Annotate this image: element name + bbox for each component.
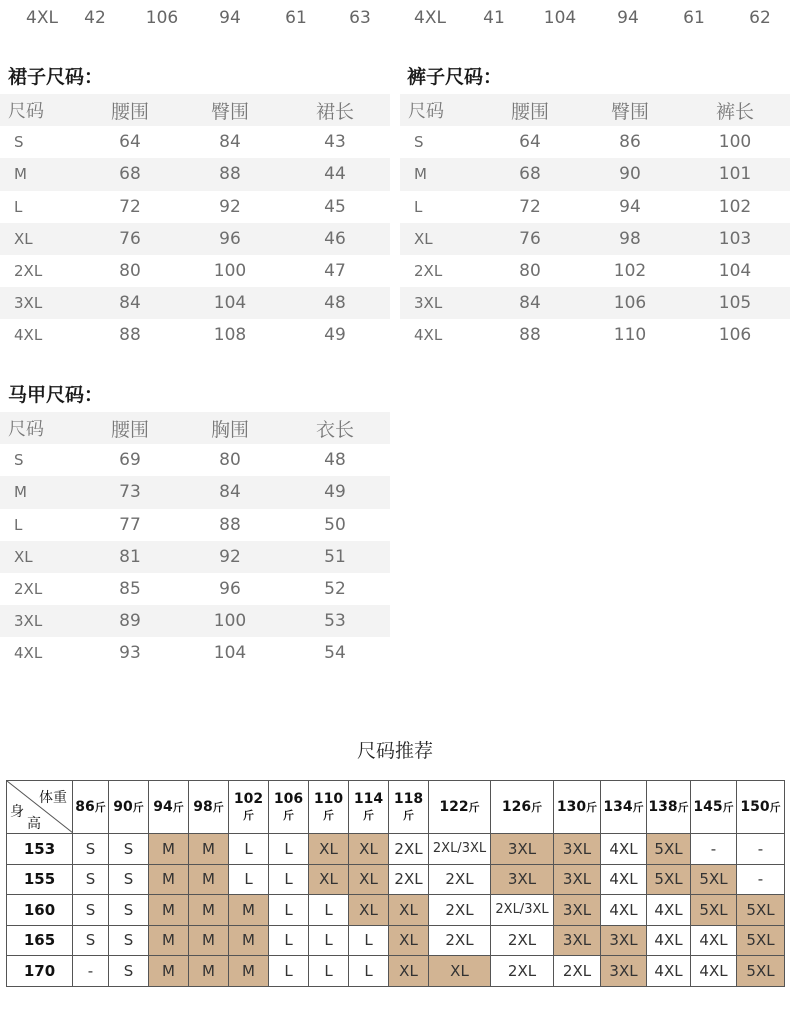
column-header: 裙长 xyxy=(280,94,390,126)
table-cell: XL xyxy=(0,541,80,573)
corner-height-label-2: 高 xyxy=(27,816,41,832)
size-cell: M xyxy=(149,895,189,926)
table-row xyxy=(0,541,390,573)
weight-unit: 斤 xyxy=(403,809,414,822)
weight-header xyxy=(647,781,691,834)
size-cell: S xyxy=(73,925,109,956)
weight-header xyxy=(149,781,189,834)
top-fragment-cell: 61 xyxy=(285,8,307,28)
size-cell: 2XL xyxy=(389,864,429,895)
weight-unit: 斤 xyxy=(172,801,184,814)
table-cell: 108 xyxy=(180,319,280,351)
table-cell: 102 xyxy=(580,255,680,287)
size-cell: M xyxy=(149,864,189,895)
size-cell: 2XL xyxy=(491,925,554,956)
pants-title: 裤子尺码： xyxy=(407,66,503,88)
weight-unit: 斤 xyxy=(132,801,144,814)
table-row xyxy=(0,126,390,158)
table-cell: 2XL xyxy=(0,573,80,605)
size-cell: M xyxy=(149,834,189,865)
table-row xyxy=(400,287,790,319)
size-cell: S xyxy=(109,956,149,987)
table-cell: 52 xyxy=(280,573,390,605)
table-cell: 3XL xyxy=(400,287,480,319)
size-cell: 5XL xyxy=(647,834,691,865)
size-cell: 3XL xyxy=(554,895,601,926)
column-header: 臀围 xyxy=(180,94,280,126)
weight-header xyxy=(269,781,309,834)
weight-value: 118 xyxy=(393,791,424,807)
size-cell: 4XL xyxy=(647,925,691,956)
height-value: 165 xyxy=(7,925,73,956)
size-cell: 3XL xyxy=(491,834,554,865)
weight-header xyxy=(229,781,269,834)
size-cell: S xyxy=(109,864,149,895)
table-cell: 49 xyxy=(280,476,390,508)
table-row xyxy=(0,158,390,190)
size-cell: 5XL xyxy=(737,956,785,987)
size-cell: 3XL xyxy=(491,864,554,895)
table-header-row xyxy=(0,412,390,444)
size-cell: L xyxy=(309,895,349,926)
column-header: 尺码 xyxy=(400,94,480,126)
weight-header xyxy=(189,781,229,834)
table-cell: 85 xyxy=(80,573,180,605)
table-cell: 81 xyxy=(80,541,180,573)
top-fragment-right xyxy=(400,2,790,34)
top-fragment-cell: 41 xyxy=(483,8,505,28)
weight-header xyxy=(349,781,389,834)
size-cell: L xyxy=(309,925,349,956)
size-cell: L xyxy=(269,925,309,956)
size-cell: XL xyxy=(349,864,389,895)
size-cell: L xyxy=(229,834,269,865)
weight-unit: 斤 xyxy=(677,801,689,814)
table-cell: 90 xyxy=(580,158,680,190)
weight-unit: 斤 xyxy=(212,801,224,814)
size-cell: XL xyxy=(389,956,429,987)
weight-value: 114 xyxy=(353,791,384,807)
table-cell: 68 xyxy=(480,158,580,190)
weight-value: 94 xyxy=(153,799,173,815)
table-cell: 104 xyxy=(180,287,280,319)
corner-weight-label: 体重 xyxy=(39,790,67,806)
table-cell: 93 xyxy=(80,637,180,669)
size-cell: M xyxy=(189,864,229,895)
size-cell: XL xyxy=(349,834,389,865)
size-recommend-table xyxy=(6,780,785,987)
table-cell: 45 xyxy=(280,191,390,223)
table-cell: 76 xyxy=(80,223,180,255)
table-cell: 80 xyxy=(80,255,180,287)
weight-unit: 斤 xyxy=(468,801,480,814)
size-cell: - xyxy=(73,956,109,987)
table-cell: 43 xyxy=(280,126,390,158)
table-cell: 54 xyxy=(280,637,390,669)
table-cell: 48 xyxy=(280,287,390,319)
table-cell: 64 xyxy=(480,126,580,158)
weight-unit: 斤 xyxy=(722,801,734,814)
height-row xyxy=(7,895,785,926)
size-cell: - xyxy=(737,834,785,865)
top-fragment-cell: 94 xyxy=(617,8,639,28)
size-cell: 2XL/3XL xyxy=(491,895,554,926)
table-row xyxy=(0,255,390,287)
size-cell: 4XL xyxy=(691,956,737,987)
table-row xyxy=(400,255,790,287)
size-cell: S xyxy=(109,895,149,926)
table-cell: L xyxy=(0,191,80,223)
size-cell: L xyxy=(269,834,309,865)
table-cell: 76 xyxy=(480,223,580,255)
table-cell: 80 xyxy=(180,444,280,476)
size-cell: M xyxy=(229,925,269,956)
weight-value: 130 xyxy=(556,799,587,815)
table-cell: 84 xyxy=(80,287,180,319)
height-row xyxy=(7,956,785,987)
table-row xyxy=(400,223,790,255)
size-cell: XL xyxy=(309,864,349,895)
size-cell: 4XL xyxy=(601,864,647,895)
table-cell: 64 xyxy=(80,126,180,158)
table-cell: 2XL xyxy=(400,255,480,287)
table-row xyxy=(0,637,390,669)
weight-value: 138 xyxy=(648,799,678,815)
table-cell: XL xyxy=(0,223,80,255)
top-fragment-cell: 94 xyxy=(219,8,241,28)
size-cell: 2XL/3XL xyxy=(429,834,491,865)
table-cell: 4XL xyxy=(0,319,80,351)
table-cell: 2XL xyxy=(0,255,80,287)
table-row xyxy=(0,573,390,605)
table-cell: 104 xyxy=(180,637,280,669)
column-header: 衣长 xyxy=(280,412,390,444)
table-cell: 106 xyxy=(580,287,680,319)
table-cell: 88 xyxy=(80,319,180,351)
table-cell: 102 xyxy=(680,191,790,223)
top-fragment-cell: 106 xyxy=(145,8,179,28)
corner-cell xyxy=(7,781,73,834)
size-cell: - xyxy=(737,864,785,895)
recommend-title: 尺码推荐 xyxy=(356,740,433,762)
table-cell: S xyxy=(0,444,80,476)
weight-header xyxy=(389,781,429,834)
weight-value: 102 xyxy=(233,791,264,807)
weight-unit: 斤 xyxy=(531,801,543,814)
top-fragment-cell: 4XL xyxy=(414,8,446,28)
size-cell: M xyxy=(149,925,189,956)
height-row xyxy=(7,925,785,956)
size-cell: M xyxy=(229,956,269,987)
size-cell: L xyxy=(269,895,309,926)
table-cell: 103 xyxy=(680,223,790,255)
size-cell: 2XL xyxy=(429,895,491,926)
weight-header-row xyxy=(7,781,785,834)
weight-header xyxy=(601,781,647,834)
weight-value: 90 xyxy=(113,799,133,815)
weight-value: 86 xyxy=(75,799,95,815)
table-cell: 51 xyxy=(280,541,390,573)
weight-value: 106 xyxy=(273,791,304,807)
column-header: 胸围 xyxy=(180,412,280,444)
table-cell: M xyxy=(0,158,80,190)
table-cell: 96 xyxy=(180,573,280,605)
size-cell: 5XL xyxy=(691,895,737,926)
table-header-row xyxy=(400,94,790,126)
table-cell: 72 xyxy=(80,191,180,223)
corner-height-label-1: 身 xyxy=(10,804,24,820)
table-cell: 69 xyxy=(80,444,180,476)
table-cell: 4XL xyxy=(400,319,480,351)
size-cell: XL xyxy=(389,925,429,956)
table-row xyxy=(0,476,390,508)
size-cell: 5XL xyxy=(737,895,785,926)
weight-value: 150 xyxy=(740,799,770,815)
table-cell: 88 xyxy=(180,158,280,190)
size-cell: L xyxy=(349,925,389,956)
table-cell: 77 xyxy=(80,509,180,541)
weight-value: 110 xyxy=(313,791,344,807)
size-cell: 2XL xyxy=(554,956,601,987)
table-cell: 104 xyxy=(680,255,790,287)
table-row xyxy=(0,319,390,351)
size-cell: 2XL xyxy=(429,864,491,895)
table-cell: 106 xyxy=(680,319,790,351)
column-header: 裤长 xyxy=(680,94,790,126)
table-row xyxy=(0,287,390,319)
weight-unit: 斤 xyxy=(283,809,294,822)
table-cell: 84 xyxy=(480,287,580,319)
table-cell: 53 xyxy=(280,605,390,637)
size-cell: 4XL xyxy=(601,895,647,926)
table-row xyxy=(0,444,390,476)
column-header: 腰围 xyxy=(480,94,580,126)
weight-value: 134 xyxy=(603,799,633,815)
table-row xyxy=(400,126,790,158)
top-fragment-cell: 63 xyxy=(349,8,371,28)
table-cell: L xyxy=(0,509,80,541)
size-cell: XL xyxy=(309,834,349,865)
top-fragment-left xyxy=(0,2,390,34)
size-cell: 4XL xyxy=(647,895,691,926)
size-cell: 2XL xyxy=(491,956,554,987)
size-cell: 2XL xyxy=(429,925,491,956)
table-cell: L xyxy=(400,191,480,223)
top-fragment-cell: 104 xyxy=(543,8,577,28)
weight-unit: 斤 xyxy=(632,801,644,814)
size-cell: S xyxy=(109,834,149,865)
weight-header xyxy=(691,781,737,834)
table-cell: 94 xyxy=(580,191,680,223)
table-row xyxy=(0,191,390,223)
size-cell: XL xyxy=(389,895,429,926)
table-cell: 3XL xyxy=(0,605,80,637)
size-cell: 5XL xyxy=(737,925,785,956)
table-cell: 3XL xyxy=(0,287,80,319)
size-cell: 3XL xyxy=(554,864,601,895)
top-fragment-cell: 61 xyxy=(683,8,705,28)
size-cell: 3XL xyxy=(601,925,647,956)
size-cell: S xyxy=(109,925,149,956)
weight-header xyxy=(309,781,349,834)
size-cell: 4XL xyxy=(601,834,647,865)
top-fragment-cell: 42 xyxy=(84,8,106,28)
size-cell: 3XL xyxy=(601,956,647,987)
vest-title: 马甲尺码： xyxy=(8,384,104,406)
weight-unit: 斤 xyxy=(323,809,334,822)
size-cell: 3XL xyxy=(554,925,601,956)
weight-unit: 斤 xyxy=(94,801,106,814)
table-cell: 105 xyxy=(680,287,790,319)
vest-size-table xyxy=(0,412,390,670)
table-cell: 100 xyxy=(180,605,280,637)
weight-value: 126 xyxy=(501,799,532,815)
size-cell: XL xyxy=(349,895,389,926)
table-cell: 47 xyxy=(280,255,390,287)
size-cell: XL xyxy=(429,956,491,987)
table-cell: 88 xyxy=(480,319,580,351)
table-cell: S xyxy=(0,126,80,158)
weight-unit: 斤 xyxy=(769,801,781,814)
table-row xyxy=(400,319,790,351)
table-cell: 110 xyxy=(580,319,680,351)
size-cell: L xyxy=(269,864,309,895)
weight-header xyxy=(429,781,491,834)
column-header: 尺码 xyxy=(0,94,80,126)
size-cell: 5XL xyxy=(691,864,737,895)
table-cell: M xyxy=(0,476,80,508)
table-cell: XL xyxy=(400,223,480,255)
size-cell: 3XL xyxy=(554,834,601,865)
height-row xyxy=(7,864,785,895)
size-cell: M xyxy=(189,895,229,926)
column-header: 腰围 xyxy=(80,94,180,126)
table-cell: 72 xyxy=(480,191,580,223)
table-cell: 101 xyxy=(680,158,790,190)
weight-header xyxy=(73,781,109,834)
table-cell: 92 xyxy=(180,541,280,573)
height-value: 155 xyxy=(7,864,73,895)
table-cell: 68 xyxy=(80,158,180,190)
size-cell: - xyxy=(691,834,737,865)
table-cell: 50 xyxy=(280,509,390,541)
weight-header xyxy=(554,781,601,834)
size-cell: M xyxy=(189,925,229,956)
table-cell: 73 xyxy=(80,476,180,508)
weight-value: 145 xyxy=(693,799,723,815)
size-cell: S xyxy=(73,895,109,926)
top-fragment-cell: 4XL xyxy=(26,8,58,28)
column-header: 臀围 xyxy=(580,94,680,126)
table-cell: 98 xyxy=(580,223,680,255)
size-cell: M xyxy=(149,956,189,987)
weight-header xyxy=(737,781,785,834)
table-header-row xyxy=(0,94,390,126)
weight-value: 98 xyxy=(193,799,213,815)
weight-unit: 斤 xyxy=(363,809,374,822)
weight-unit: 斤 xyxy=(243,809,254,822)
height-value: 153 xyxy=(7,834,73,865)
table-cell: 46 xyxy=(280,223,390,255)
size-cell: S xyxy=(73,864,109,895)
size-cell: M xyxy=(189,834,229,865)
table-cell: 48 xyxy=(280,444,390,476)
size-cell: 4XL xyxy=(647,956,691,987)
column-header: 腰围 xyxy=(80,412,180,444)
height-value: 170 xyxy=(7,956,73,987)
table-cell: 80 xyxy=(480,255,580,287)
table-cell: 44 xyxy=(280,158,390,190)
table-row xyxy=(0,605,390,637)
size-cell: L xyxy=(309,956,349,987)
skirt-size-table xyxy=(0,94,390,352)
table-row xyxy=(0,509,390,541)
weight-unit: 斤 xyxy=(586,801,598,814)
table-cell: 86 xyxy=(580,126,680,158)
table-cell: 100 xyxy=(180,255,280,287)
table-cell: 49 xyxy=(280,319,390,351)
size-cell: L xyxy=(349,956,389,987)
size-cell: 4XL xyxy=(691,925,737,956)
table-cell: 84 xyxy=(180,476,280,508)
size-cell: M xyxy=(189,956,229,987)
table-row xyxy=(400,191,790,223)
weight-value: 122 xyxy=(439,799,469,815)
top-fragment-cell: 62 xyxy=(749,8,771,28)
table-cell: 100 xyxy=(680,126,790,158)
weight-header xyxy=(491,781,554,834)
table-cell: 92 xyxy=(180,191,280,223)
table-cell: 84 xyxy=(180,126,280,158)
table-cell: 88 xyxy=(180,509,280,541)
size-cell: L xyxy=(269,956,309,987)
size-cell: 5XL xyxy=(647,864,691,895)
size-cell: 2XL xyxy=(389,834,429,865)
table-cell: 4XL xyxy=(0,637,80,669)
height-value: 160 xyxy=(7,895,73,926)
size-cell: L xyxy=(229,864,269,895)
table-row xyxy=(0,223,390,255)
skirt-title: 裙子尺码： xyxy=(8,66,104,88)
table-cell: 96 xyxy=(180,223,280,255)
table-cell: M xyxy=(400,158,480,190)
table-cell: S xyxy=(400,126,480,158)
height-row xyxy=(7,834,785,865)
size-cell: S xyxy=(73,834,109,865)
table-cell: 89 xyxy=(80,605,180,637)
table-row xyxy=(400,158,790,190)
weight-header xyxy=(109,781,149,834)
size-cell: M xyxy=(229,895,269,926)
pants-size-table xyxy=(400,94,790,352)
column-header: 尺码 xyxy=(0,412,80,444)
